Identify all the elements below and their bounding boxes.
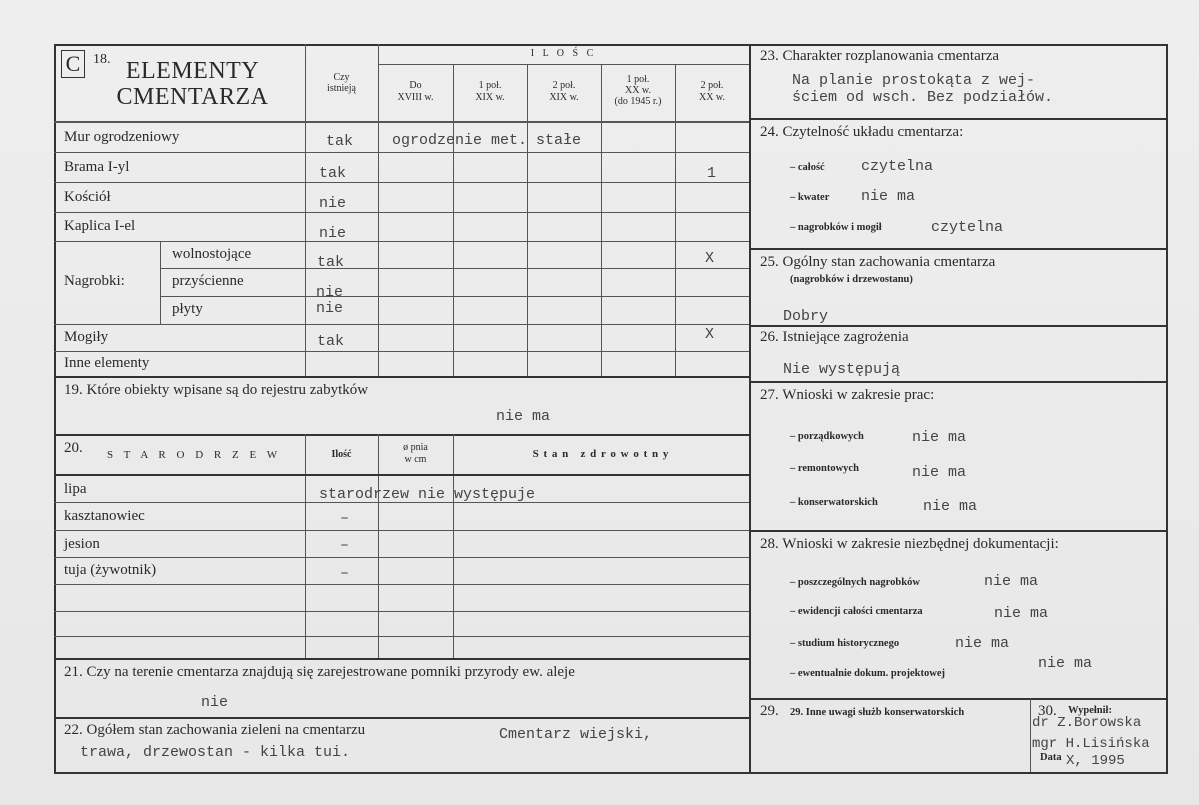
frame-top bbox=[54, 44, 1168, 46]
col-header-line: 1 poł. bbox=[478, 80, 502, 91]
row-label-wolnostojace: wolnostojące bbox=[172, 246, 252, 262]
mogily-value: X bbox=[705, 326, 715, 343]
q21-answer: nie bbox=[201, 694, 229, 711]
col-header bbox=[675, 80, 749, 104]
q22-answer-line1: Cmentarz wiejski, bbox=[499, 726, 653, 743]
tree-name: kasztanowiec bbox=[64, 508, 145, 524]
plyty-exists: nie bbox=[316, 300, 344, 317]
col-header-line: 2 poł. bbox=[700, 80, 724, 91]
q28-row-label: – ewentualnie dokum. projektowej bbox=[790, 668, 945, 679]
col-header-line: XX w. bbox=[624, 85, 651, 96]
q28-bottom-line bbox=[750, 698, 1168, 700]
wolnostojace-exists: tak bbox=[317, 254, 345, 271]
grid-line bbox=[160, 241, 161, 324]
grid-line bbox=[54, 376, 749, 378]
col-header bbox=[601, 74, 675, 107]
grid-line bbox=[305, 434, 306, 658]
q20-trunk-header-line: w cm bbox=[404, 454, 427, 465]
grid-line bbox=[378, 64, 749, 65]
col-header bbox=[378, 80, 453, 104]
frame-left bbox=[54, 44, 56, 772]
q30-number: 30. bbox=[1038, 703, 1057, 719]
brama-value: 1 bbox=[707, 165, 717, 182]
q22-answer-line2: trawa, drzewostan - kilka tui. bbox=[80, 744, 351, 761]
q28-label: 28. Wnioski w zakresie niezbędnej dokumentacji: bbox=[760, 536, 1059, 552]
q25-answer: Dobry bbox=[783, 308, 829, 325]
q23-bottom-line bbox=[750, 118, 1168, 120]
q27-row-label: – konserwatorskich bbox=[790, 497, 878, 508]
q28-row-label: – studium historycznego bbox=[790, 638, 900, 649]
grid-line bbox=[54, 324, 749, 325]
q20-title: S T A R O D R Z E W bbox=[107, 449, 282, 461]
q26-answer: Nie występują bbox=[783, 361, 901, 378]
q25-bottom-line bbox=[750, 325, 1168, 327]
row-label-mogily: Mogiły bbox=[64, 329, 109, 345]
mogily-exists: tak bbox=[317, 333, 345, 350]
q25-sublabel: (nagrobków i drzewostanu) bbox=[790, 274, 913, 285]
col-header bbox=[453, 80, 527, 104]
q24-bottom-line bbox=[750, 248, 1168, 250]
q30-name2: mgr H.Lisińska bbox=[1032, 736, 1150, 752]
grid-line bbox=[160, 296, 749, 297]
col-header-line: XVIII w. bbox=[397, 92, 434, 103]
q28-row-value: nie ma bbox=[955, 635, 1010, 652]
exists-header-line2: istnieją bbox=[327, 83, 356, 94]
tree-value: – bbox=[340, 565, 350, 582]
q20-trunk-header-line: ø pnia bbox=[403, 442, 428, 453]
section-number: 18. bbox=[93, 52, 111, 67]
q22-label: 22. Ogółem stan zachowania zieleni na cmentarzu bbox=[64, 722, 366, 738]
kaplica-exists: nie bbox=[319, 225, 347, 242]
col-header-line: XX w. bbox=[698, 92, 725, 103]
brama-exists: tak bbox=[319, 165, 347, 182]
grid-line bbox=[54, 351, 749, 352]
col-header bbox=[527, 80, 601, 104]
grid-line bbox=[54, 474, 749, 476]
q27-label: 27. Wnioski w zakresie prac: bbox=[760, 387, 935, 403]
q28-row-value: nie ma bbox=[1038, 655, 1093, 672]
q28-row-value: nie ma bbox=[994, 605, 1049, 622]
section-title-line1: ELEMENTY bbox=[125, 58, 260, 84]
tree-name: tuja (żywotnik) bbox=[64, 562, 157, 578]
q21-label: 21. Czy na terenie cmentarza znajdują się zarejestrowane pomniki przyrody ew. aleje bbox=[64, 664, 575, 680]
q26-label: 26. Istniejące zagrożenia bbox=[760, 329, 909, 345]
q29-label: 29. Inne uwagi służb konserwatorskich bbox=[790, 707, 965, 718]
grid-line bbox=[54, 658, 749, 660]
q28-row-label: – ewidencji całości cmentarza bbox=[790, 606, 923, 617]
quantity-header: I L O Ś C bbox=[530, 48, 597, 59]
q21-bottom-line bbox=[54, 717, 749, 719]
col-header-line: Do bbox=[409, 80, 422, 91]
q19-bottom-line bbox=[54, 434, 749, 436]
grid-line bbox=[54, 152, 749, 153]
q24-row-label: – kwater bbox=[790, 192, 830, 203]
row-label-przyscienne: przyścienne bbox=[172, 273, 244, 289]
q20-quantity-header: Ilość bbox=[331, 449, 352, 460]
q19-answer: nie ma bbox=[496, 408, 551, 425]
tree-name: lipa bbox=[64, 481, 87, 497]
exists-header-line1: Czy bbox=[333, 72, 350, 83]
row-label-mur: Mur ogrodzeniowy bbox=[64, 129, 180, 145]
q27-row-label: – remontowych bbox=[790, 463, 859, 474]
grid-line bbox=[54, 557, 749, 558]
q24-row-label: – nagrobków i mogił bbox=[790, 222, 882, 233]
q20-trunk-header bbox=[378, 442, 453, 466]
tree-value: – bbox=[340, 537, 350, 554]
row-label-kosciol: Kościół bbox=[64, 189, 111, 205]
q30-date-label: Data bbox=[1040, 752, 1062, 763]
section-letter: C bbox=[61, 50, 85, 78]
grid-line bbox=[160, 268, 749, 269]
col-header-line: XIX w. bbox=[475, 92, 505, 103]
section-title-line2: CMENTARZA bbox=[116, 84, 269, 110]
grid-line bbox=[54, 212, 749, 213]
q24-row-value: czytelna bbox=[931, 219, 1004, 236]
q29-divider bbox=[1030, 698, 1031, 772]
frame-bottom-right bbox=[750, 772, 1168, 774]
wolnostojace-value: X bbox=[705, 250, 715, 267]
grid-line bbox=[54, 611, 749, 612]
q24-label: 24. Czytelność układu cmentarza: bbox=[760, 124, 964, 140]
q20-note: starodrzew nie występuje bbox=[319, 486, 536, 503]
q30-date: X, 1995 bbox=[1066, 753, 1125, 769]
grid-line bbox=[453, 434, 454, 658]
row-label-kaplica: Kaplica I-el bbox=[64, 218, 136, 234]
q24-row-label: – całość bbox=[790, 162, 825, 173]
col-header-line: XIX w. bbox=[549, 92, 579, 103]
col-header-line: (do 1945 r.) bbox=[614, 96, 662, 107]
grid-line bbox=[54, 121, 749, 123]
frame-bottom-left bbox=[54, 772, 750, 774]
frame-right bbox=[1166, 44, 1168, 772]
q26-bottom-line bbox=[750, 381, 1168, 383]
col-header-line: 2 poł. bbox=[552, 80, 576, 91]
grid-line bbox=[54, 530, 749, 531]
q20-health-header: S t a n z d r o w o t n y bbox=[532, 448, 670, 460]
q23-answer-line1: Na planie prostokąta z wej- bbox=[792, 72, 1036, 89]
q24-row-value: czytelna bbox=[861, 158, 934, 175]
q29-number: 29. bbox=[760, 703, 779, 719]
kosciol-exists: nie bbox=[319, 195, 347, 212]
grid-line bbox=[601, 64, 602, 376]
q24-row-value: nie ma bbox=[861, 188, 916, 205]
q27-bottom-line bbox=[750, 530, 1168, 532]
mur-note: ogrodzenie met. stałe bbox=[392, 132, 582, 149]
q19-label: 19. Które obiekty wpisane są do rejestru zabytków bbox=[64, 382, 369, 398]
frame-middle bbox=[749, 44, 751, 772]
q27-row-value: nie ma bbox=[912, 429, 967, 446]
grid-line bbox=[54, 182, 749, 183]
przyscienne-exists: nie bbox=[316, 284, 344, 301]
q20-number: 20. bbox=[64, 440, 83, 456]
q27-row-label: – porządkowych bbox=[790, 431, 864, 442]
row-label-nagrobki: Nagrobki: bbox=[64, 273, 125, 289]
q23-label: 23. Charakter rozplanowania cmentarza bbox=[760, 48, 1000, 64]
q30-label: Wypełnił: bbox=[1068, 705, 1112, 716]
grid-line bbox=[527, 64, 528, 376]
q28-row-label: – poszczególnych nagrobków bbox=[790, 577, 920, 588]
q23-answer-line2: ściem od wsch. Bez podziałów. bbox=[792, 89, 1054, 106]
grid-line bbox=[453, 64, 454, 376]
q28-row-value: nie ma bbox=[984, 573, 1039, 590]
row-label-plyty: płyty bbox=[172, 301, 203, 317]
mur-exists: tak bbox=[326, 133, 354, 150]
q27-row-value: nie ma bbox=[923, 498, 978, 515]
grid-line bbox=[378, 434, 379, 658]
q30-name1: dr Z.Borowska bbox=[1032, 715, 1142, 731]
q25-label: 25. Ogólny stan zachowania cmentarza bbox=[760, 254, 996, 270]
grid-line bbox=[54, 241, 749, 242]
row-label-inne: Inne elementy bbox=[64, 355, 150, 371]
tree-value: – bbox=[340, 510, 350, 527]
tree-name: jesion bbox=[64, 536, 100, 552]
grid-line bbox=[54, 584, 749, 585]
col-header-line: 1 poł. bbox=[626, 74, 650, 85]
grid-line bbox=[54, 636, 749, 637]
grid-line bbox=[675, 64, 676, 376]
row-label-brama: Brama I-yl bbox=[64, 159, 130, 175]
q27-row-value: nie ma bbox=[912, 464, 967, 481]
